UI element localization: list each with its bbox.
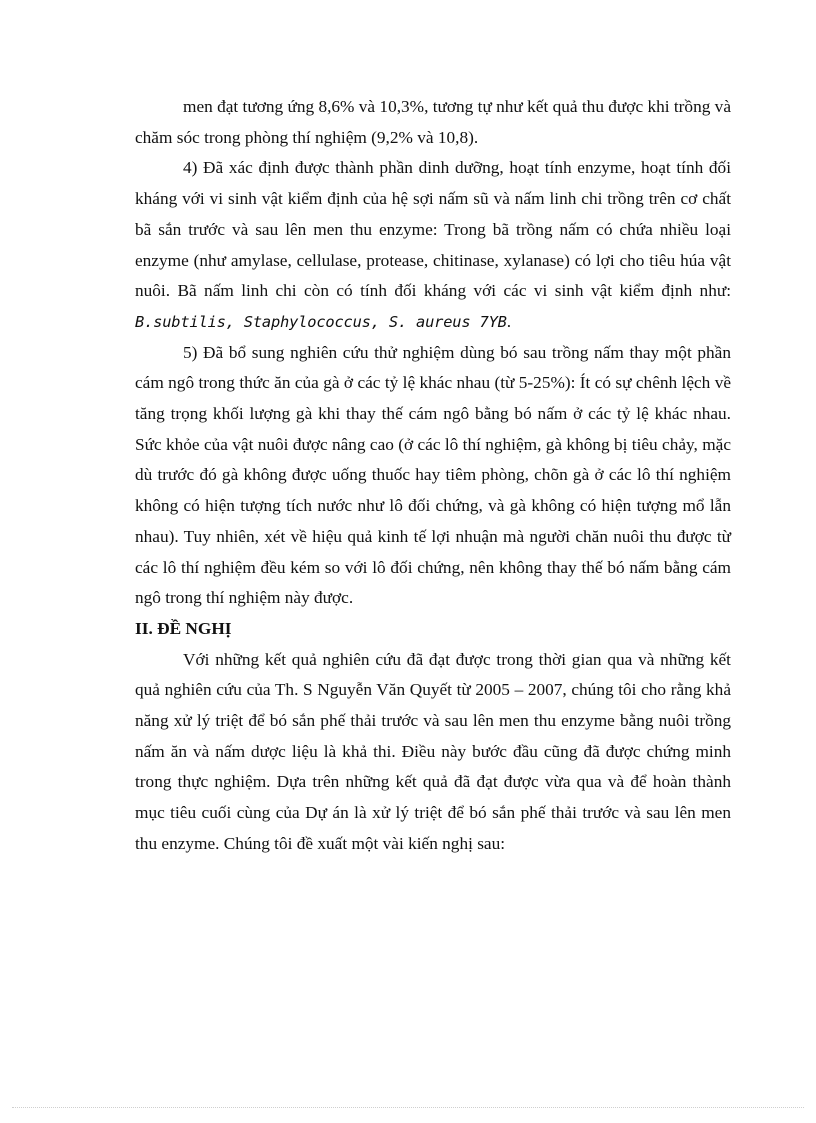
document-body xyxy=(135,92,731,860)
paragraph-item-5: 5) Đã bổ sung nghiên cứu thử nghiệm dùng bó sau trồng nấm thay một phần cám ngô trong thức ăn của gà ở các tỷ lệ khác nhau (từ 5-25%): Ít có sự chênh lệch về tăng trọng khối lượng gà khi thay thế cám ngô bằng bó nấm ở các tỷ lệ khác nhau. Sức khỏe của vật nuôi được nâng cao (ở các lô thí nghiệm, gà không bị tiêu chảy, mặc dù trước đó gà không được uống thuốc hay tiêm phòng, chõn gà ở các lô thí nghiệm không có hiện tượng tích nước như lô đối chứng, và gà không có hiện tượng mổ lẫn nhau). Tuy nhiên, xét về hiệu quả kinh tế lợi nhuận mà người chăn nuôi thu được từ các lô thí nghiệm đều kém so với lô đối chứng, nên không thay thế bó nấm bằng cám ngô trong thí nghiệm này được. xyxy=(135,342,731,608)
paragraph-item-4 xyxy=(135,153,731,337)
section-heading: II. ĐỀ NGHỊ xyxy=(135,618,232,638)
page-bottom-rule xyxy=(12,1107,804,1108)
paragraph-recommendation: Với những kết quả nghiên cứu đã đạt được trong thời gian qua và những kết quả nghiên cứu của Th. S Nguyễn Văn Quyết từ 2005 – 2007, chúng tôi cho rằng khả năng xử lý triệt để bó sắn phế thải trước và sau lên men thu enzyme bằng nuôi trồng nấm ăn và nấm dược liệu là khả thi. Điều này bước đầu cũng đã được chứng minh trong thực nghiệm. Dựa trên những kết quả đã đạt được vừa qua và để hoàn thành mục tiêu cuối cùng của Dự án là xử lý triệt để bó sắn phế thải trước và sau lên men thu enzyme. Chúng tôi đề xuất một vài kiến nghị sau: xyxy=(135,649,731,853)
item-4-species: B.subtilis, Staphylococcus, S. aureus 7YB xyxy=(135,312,507,331)
item-4-text: 4) Đã xác định được thành phần dinh dưỡng, hoạt tính enzyme, hoạt tính đối kháng với vi sinh vật kiểm định của hệ sợi nấm sũ và nấm linh chi trồng trên cơ chất bã sắn trước và sau lên men thu enzyme: Trong bã trồng nấm có chứa nhiều loại enzyme (như amylase, cellulase, protease, chitinase, xylanase) có lợi cho tiêu húa vật nuôi. Bã nấm linh chi còn có tính đối kháng với các vi sinh vật kiểm định như: xyxy=(135,158,731,301)
paragraph-continuation: men đạt tương ứng 8,6% và 10,3%, tương tự như kết quả thu được khi trồng và chăm sóc trong phòng thí nghiệm (9,2% và 10,8). xyxy=(135,97,731,147)
item-4-end: . xyxy=(506,311,512,331)
